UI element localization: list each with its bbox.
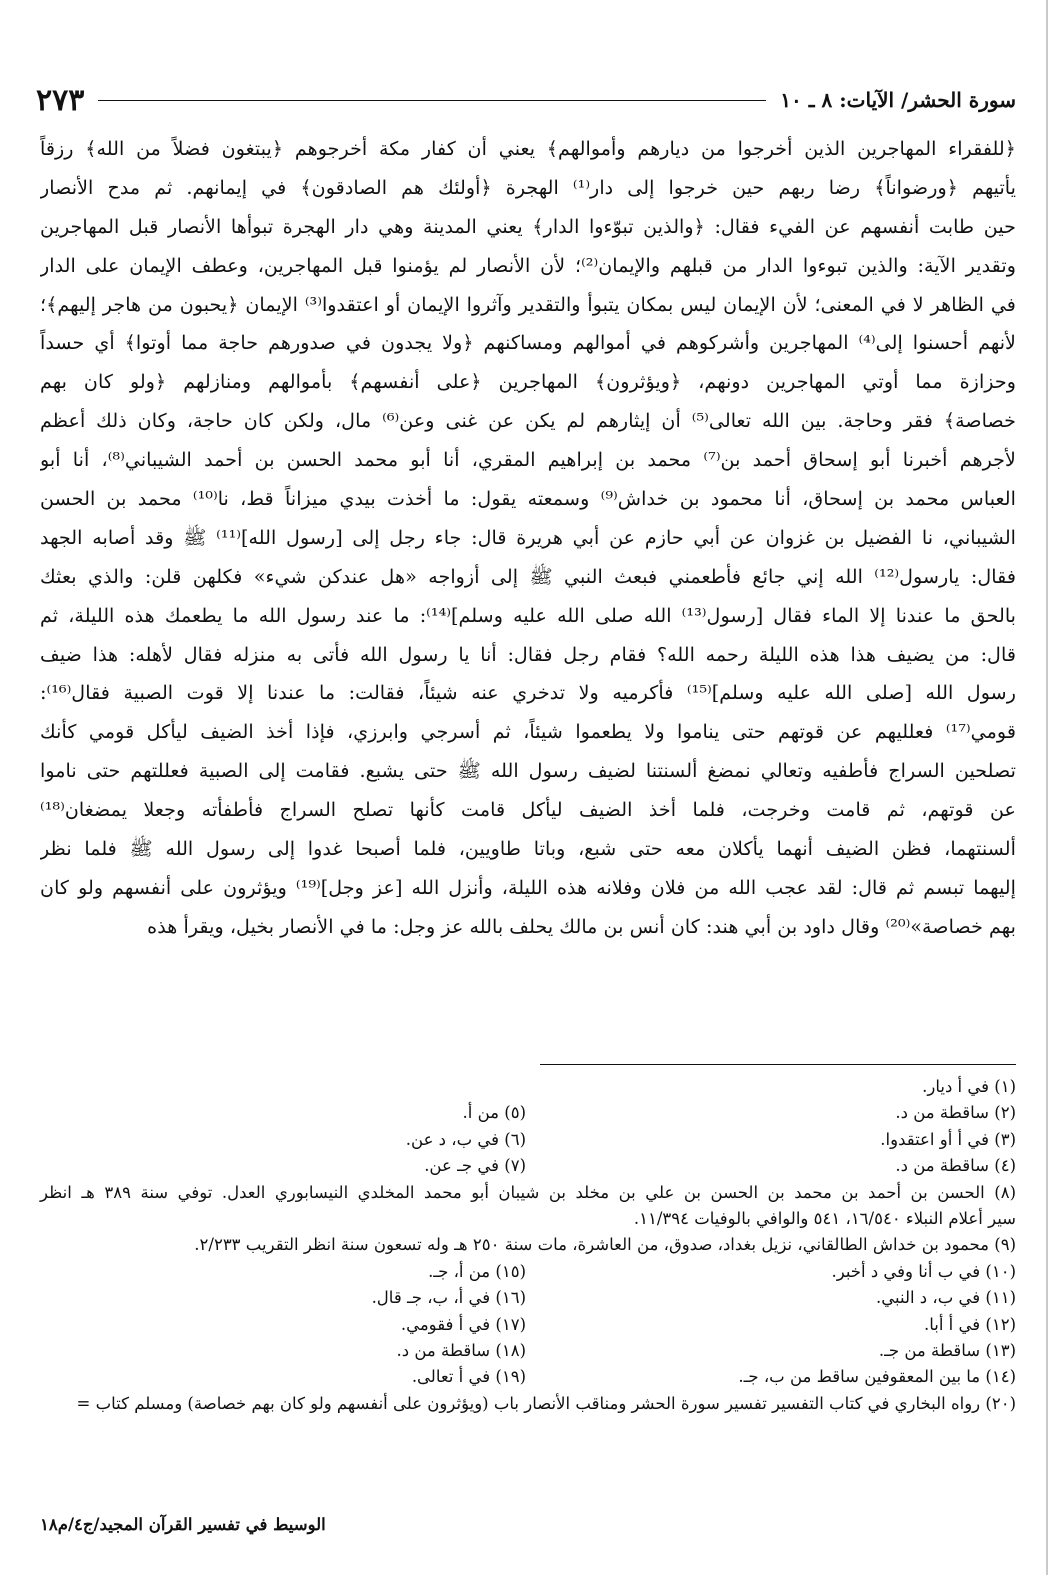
footer-signature: [40, 1515, 1016, 1534]
text-line: إليهما تبسم ثم قال: لقد عجب الله من فلان وفلانه هذه الليلة، وأنزل الله [عز وجل]⁽¹⁹⁾ ويؤثرون على أنفسهم ولو كان: [40, 875, 1016, 899]
footnote-16: (١٦) في أ، ب، جـ قال.: [371, 1288, 526, 1308]
footnote-18: (١٨) ساقطة من د.: [396, 1340, 526, 1360]
footnote-row: [40, 1312, 1016, 1338]
text-line: ﴿للفقراء المهاجرين الذين أخرجوا من ديارهم وأموالهم﴾ يعني أن كفار مكة أخرجوهم ﴿يبتغون فضلاً من الله﴾ رزقاً: [40, 137, 1016, 160]
footnote-14: (١٤) ما بين المعقوفين ساقط من ب، جـ.: [738, 1367, 1016, 1387]
text-line: تصلحين السراج فأطفيه وتعالي نمضغ ألسنتنا لضيف رسول الله ﷺ حتى يشبع. فقامت إلى الصبية فعللتهم حتى ناموا: [40, 759, 1016, 783]
footnote-8-line-2: سير أعلام النبلاء ١٦/٥٤٠، ٥٤١ والوافي بالوفيات ١١/٣٩٤.: [633, 1208, 1016, 1228]
text-line: لأنهم أحسنوا إلى⁽⁴⁾ المهاجرين وأشركوهم في أموالهم ومساكنهم ﴿ولا يجدون في صدورهم حاجة مما أوتوا﴾ أي حسداً: [40, 331, 1016, 355]
text-line: قومي⁽¹⁷⁾ فعلليهم عن قوتهم حتى يناموا ولا يطعموا شيئاً، ثم أسرجي وابرزي، فإذا أخذ الضيف ليأكل قومي كأنك: [40, 720, 1016, 744]
text-line: وتقدير الآية: والذين تبوءوا الدار من قبلهم والإيمان⁽²⁾؛ لأن الأنصار لم يؤمنوا قبل المهاجرين، وعطف الإيمان على الدار: [40, 253, 1016, 277]
footnote-19: (١٩) في أ تعالى.: [411, 1367, 526, 1387]
text-line: خصاصة﴾ فقر وحاجة. بين الله تعالى⁽⁵⁾ أن إيثارهم لم يكن عن غنى وعن⁽⁶⁾ مال، ولكن كان حاجة، وكان ذلك أعظم: [40, 409, 1016, 433]
footnote-5: (٥) من أ.: [462, 1103, 526, 1123]
footnote-13: (١٣) ساقطة من جـ.: [878, 1340, 1016, 1360]
text-line: حين طابت أنفسهم عن الفيء فقال: ﴿والذين تبوّءوا الدار﴾ يعني المدينة وهي دار الهجرة تبوأها الأنصار قبل المهاجرين: [40, 214, 1016, 238]
text-line: وحزازة مما أوتي المهاجرين دونهم، ﴿ويؤثرون﴾ المهاجرين ﴿على أنفسهم﴾ بأموالهم ومنازلهم ﴿ولو كان بهم: [40, 370, 1016, 394]
text-line: بالحق ما عندنا إلا الماء فقال [رسول⁽¹³⁾ الله صلى الله عليه وسلم]⁽¹⁴⁾: ما عند رسول الله ما يطعمك هذه الليلة، ثم: [40, 603, 1016, 627]
text-line: لأجرهم أخبرنا أبو إسحاق أحمد بن⁽⁷⁾ محمد بن إبراهيم المقري، أنا أبو محمد الحسن بن أحمد الشيباني⁽⁸⁾، أنا أبو: [40, 448, 1016, 472]
book-signature: الوسيط في تفسير القرآن المجيد/ج٤/م١٨: [40, 1515, 326, 1534]
footnote-7: (٧) في جـ عن.: [424, 1156, 526, 1176]
page-number: ٢٧٣: [36, 82, 85, 118]
footnote-1: (١) في أ ديار.: [922, 1077, 1016, 1096]
footnote-row: [40, 1364, 1016, 1390]
text-line: رسول الله [صلى الله عليه وسلم]⁽¹⁵⁾ فأكرميه ولا تدخري عنه شيئاً، فقالت: ما عندنا إلا قوت الصبية فقال⁽¹⁶⁾:: [40, 681, 1016, 705]
text-line: في الظاهر لا في المعنى؛ لأن الإيمان ليس بمكان يتبوأ والتقدير وآثروا الإيمان أو اعتقدوا⁽³⁾ الإيمان ﴿يحبون من هاجر إليهم﴾؛: [40, 292, 1016, 316]
footnote-20: (٢٠) رواه البخاري في كتاب التفسير تفسير سورة الحشر ومناقب الأنصار باب (ويؤثرون على أنفسهم ولو كان بهم خصاصة) ومسلم كتاب =: [76, 1393, 1016, 1413]
text-line: ألسنتهما، فظن الضيف أنهما يأكلان معه حتى شبع، وباتا طاويين، فلما أصبحا غدوا إلى رسول الله ﷺ فلما نظر: [40, 837, 1016, 861]
footnote-8-line-1: (٨) الحسن بن أحمد بن محمد بن الحسن بن علي بن مخلد بن شيبان أبو محمد المخلدي النيسابوري العدل. توفي سنة ٣٨٩ هـ انظر: [40, 1182, 1017, 1202]
footnote-row: [40, 1100, 1016, 1126]
footnote-15: (١٥) من أ، جـ.: [428, 1261, 526, 1281]
header-rule: [98, 100, 766, 101]
text-line: العباس محمد بن إسحاق، أنا محمود بن خداش⁽⁹⁾ وسمعته يقول: ما أخذت بيدي ميزاناً قط، نا⁽¹⁰⁾ محمد بن الحسن: [40, 487, 1016, 511]
text-line: بهم خصاصة»⁽²⁰⁾ وقال داود بن أبي هند: كان أنس بن مالك يحلف بالله عز وجل: ما في الأنصار بخيل، ويقرأ هذه: [147, 914, 1016, 938]
footnote-6: (٦) في ب، د عن.: [405, 1129, 526, 1149]
text-line: يأتيهم ﴿ورضواناً﴾ رضا ربهم حين خرجوا إلى دار⁽¹⁾ الهجرة ﴿أولئك هم الصادقون﴾ في إيمانهم. ثم مدح الأنصار: [40, 175, 1016, 199]
footnote-row: [40, 1127, 1016, 1153]
footnote-17: (١٧) في أ فقومي.: [400, 1314, 526, 1334]
footnote-row: [40, 1285, 1016, 1311]
page-edge-line: [1046, 0, 1048, 1575]
main-text: [40, 130, 1016, 947]
text-line: عن قوتهم، ثم قامت وخرجت، فلما أخذ الضيف ليأكل قامت كأنها تصلح السراج فأطفأته وجعلا يمضغان⁽¹⁸⁾: [40, 798, 1016, 822]
footnotes: [40, 1074, 1016, 1417]
footnote-row: [40, 1153, 1016, 1179]
running-header: [36, 80, 1016, 120]
footnote-row: [40, 1259, 1016, 1285]
footnote-10: (١٠) في ب أنا وفي د أخبر.: [831, 1261, 1016, 1281]
text-line: قال: من يضيف هذا هذه الليلة رحمه الله؟ فقام رجل فقال: أنا يا رسول الله فأتى به منزله فقال لأهله: هذا ضيف: [40, 642, 1016, 666]
footnote-row: [40, 1074, 1016, 1100]
footnote-3: (٣) في أ أو اعتقدوا.: [880, 1129, 1016, 1149]
text-line: فقال: يارسول⁽¹²⁾ الله إني جائع فأطعمني فبعث النبي ﷺ إلى أزواجه «هل عندكن شيء» فكلهن قلن: والذي بعثك: [40, 564, 1016, 588]
footnote-separator: [540, 1064, 1016, 1065]
footnote-9: (٩) محمود بن خداش الطالقاني، نزيل بغداد، صدوق، من العاشرة، مات سنة ٢٥٠ هـ وله تسعون سنة انظر التقريب ٢/٢٣٣.: [194, 1235, 1016, 1255]
footnote-12: (١٢) في أ أبا.: [923, 1314, 1016, 1334]
text-line: الشيباني، نا الفضيل بن غزوان عن أبي حازم عن أبي هريرة قال: جاء رجل إلى [رسول الله]⁽¹¹⁾ ﷺ وقد أصابه الجهد: [40, 525, 1016, 549]
footnote-4: (٤) ساقطة من د.: [895, 1156, 1016, 1176]
footnote-row: [40, 1338, 1016, 1364]
footnote-11: (١١) في ب، د النبي.: [875, 1288, 1016, 1308]
footnote-2: (٢) ساقطة من د.: [895, 1103, 1016, 1123]
header-title: سورة الحشر/ الآيات: ٨ ـ ١٠: [780, 88, 1016, 112]
